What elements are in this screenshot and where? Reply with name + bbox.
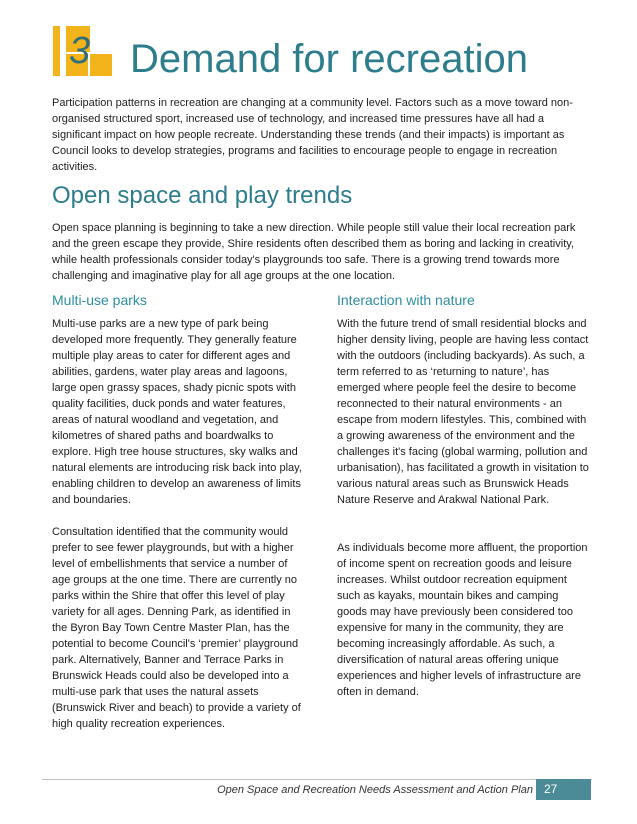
footer-divider (42, 779, 592, 780)
left-column-paragraph: Consultation identified that the community would prefer to see fewer playgrounds, but with a higher level of embellishments that service a number of age groups at the one time. There are currently no parks within the Shire that offer this level of play variety for all ages. Denning Park, as identified in the Byron Bay Town Centre Master Plan, has the potential to become Council's ‘premier’ playground park. Alternatively, Banner and Terrace Parks in Brunswick Heads could also be developed into a multi-use park that uses the natural assets (Brunswick River and beach) to provide a variety of high quality recreation experiences. (52, 526, 301, 730)
right-column-paragraph: With the future trend of small residential blocks and higher density living, people are having less contact with the outdoors (including backyards). As such, a term referred to as ‘returning to nature’, has emerged where people feel the desire to become reconnected to their natural environments - an escape from modern lifestyles. This, combined with a growing awareness of the environment and the challenges it's facing (global warming, pollution and urbanisation), has facilitated a growth in visitation to various natural areas such as Brunswick Heads Nature Reserve and Arakwal National Park. (337, 318, 589, 506)
footer-document-title: Open Space and Recreation Needs Assessment and Action Plan (217, 784, 533, 796)
chapter-accent-bar (53, 26, 60, 76)
section-paragraph: Open space planning is beginning to take a new direction. While people still value their local recreation park and the green escape they provide, Shire residents often described them as boring and lacking in creativity, while health professionals consider today's playgrounds too safe. There is a growing trend towards more challenging and imaginative play for all age groups at the one location. (52, 222, 576, 282)
chapter-number-badge (53, 26, 115, 76)
right-column-paragraph: As individuals become more affluent, the proportion of income spent on recreation goods and leisure increases. Whilst outdoor recreation equipment such as kayaks, mountain bikes and camping goods may have previously been considered too expensive for many in the community, they are becoming increasingly affordable. As such, a diversification of natural areas offering unique experiences and higher levels of infrastructure are often in demand. (337, 542, 588, 698)
section-heading: Open space and play trends (52, 182, 353, 209)
left-column-paragraph: Multi-use parks are a new type of park being developed more frequently. They generally feature multiple play areas to cater for different ages and abilities, gardens, water play areas and lagoons, large open grassy spaces, shady picnic spots with quality facilities, duck ponds and water features, areas of natural woodland and vegetation, and kilometres of shared paths and boardwalks to explore. High tree house structures, sky walks and natural elements are introducing risk back into play, enabling children to develop an awareness of limits and boundaries. (52, 318, 302, 506)
chapter-number: 3 (69, 30, 91, 72)
right-column-heading: Interaction with nature (337, 292, 475, 308)
page-title: Demand for recreation (130, 37, 528, 81)
intro-paragraph: Participation patterns in recreation are changing at a community level. Factors such as a move toward non-organised structured sport, increased use of technology, and increased time pressures have all had a significant impact on how people recreate. Understanding these trends (and their impacts) is important as Council looks to develop strategies, programs and facilities to encourage people to engage in recreation activities. (52, 97, 573, 173)
chapter-accent-square (90, 54, 112, 76)
left-column-heading: Multi-use parks (52, 292, 147, 308)
page-number: 27 (536, 779, 591, 800)
